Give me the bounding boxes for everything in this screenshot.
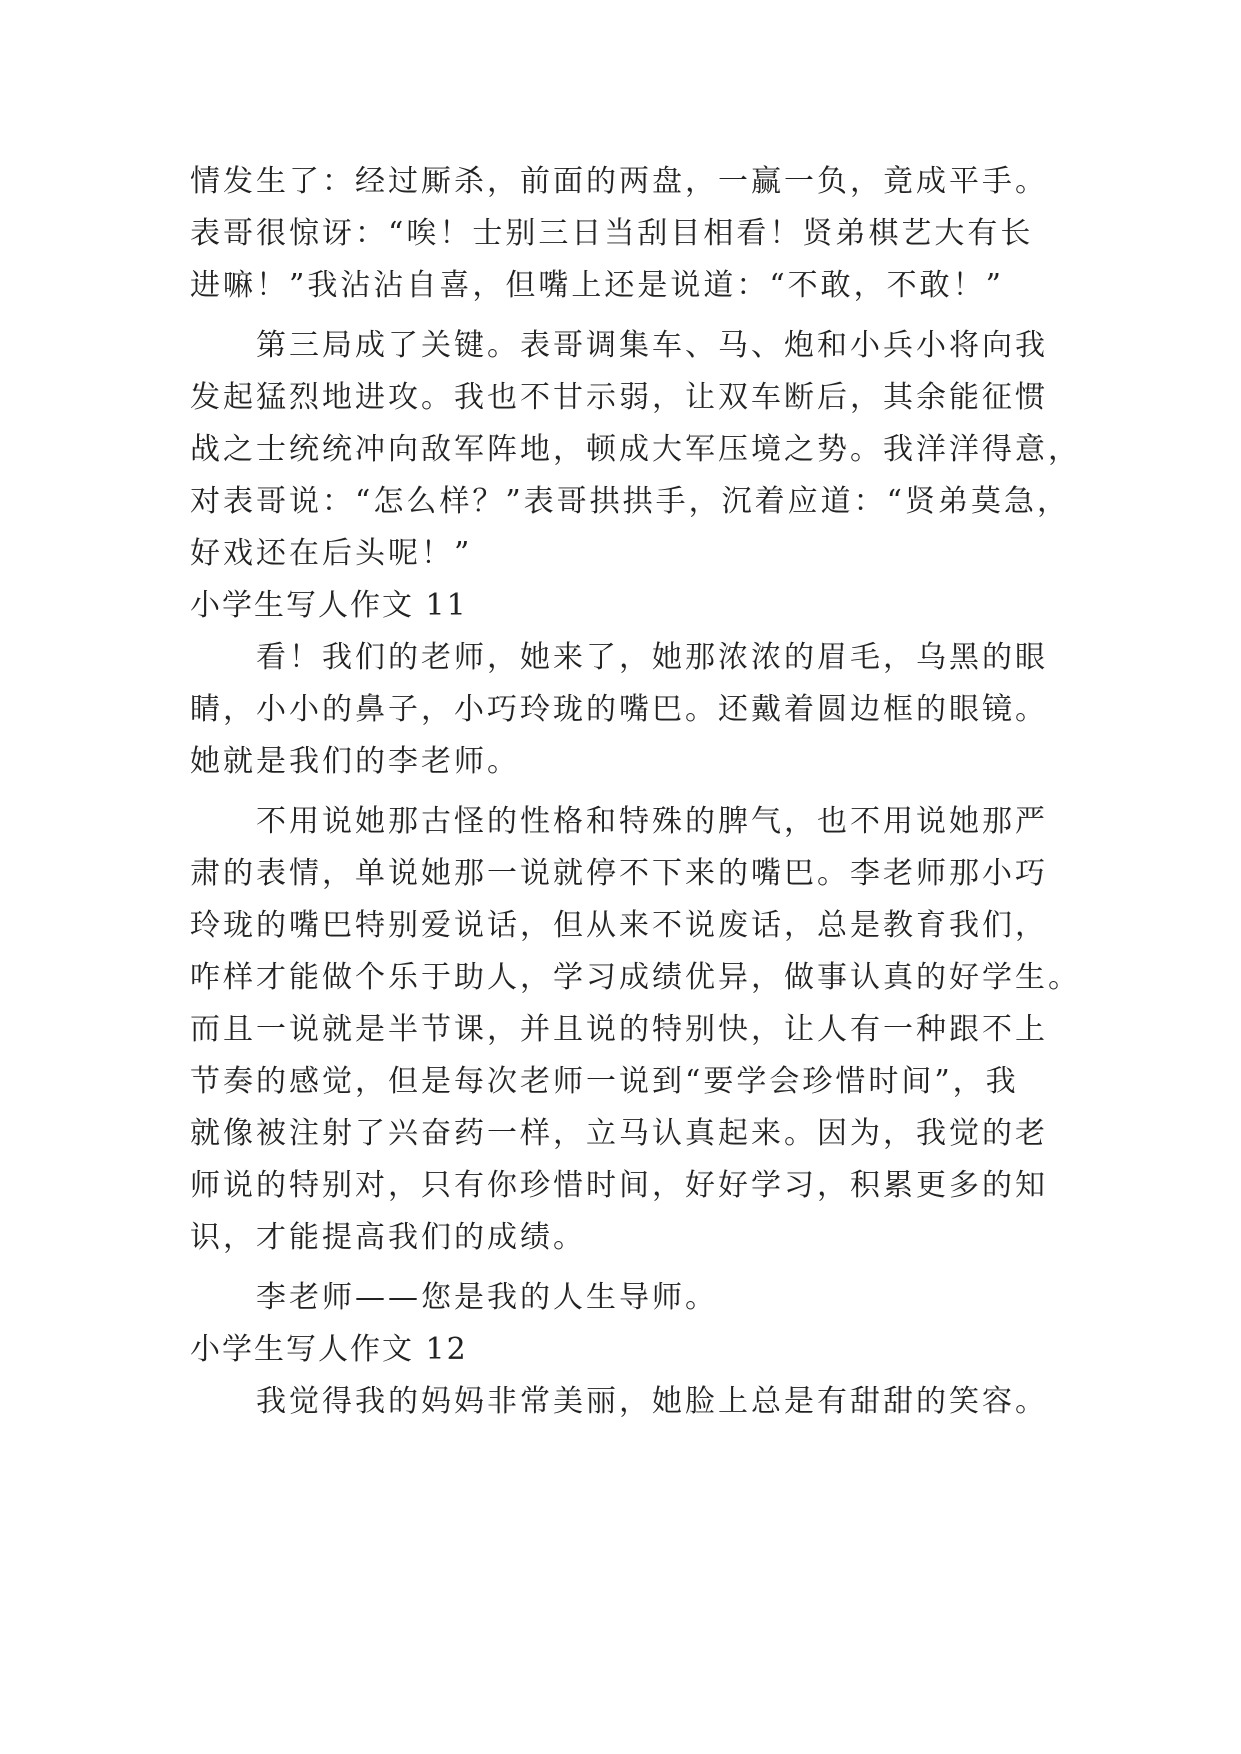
paragraph-line: 好戏还在后头呢！” (190, 536, 473, 571)
paragraph-line: 我觉得我的妈妈非常美丽，她脸上总是有甜甜的笑容。 (190, 1384, 1048, 1419)
paragraph-line: 表哥很惊讶：“唉！士别三日当刮目相看！贤弟棋艺大有长 (190, 216, 1034, 251)
paragraph-gap (190, 312, 1080, 320)
paragraph-gap (190, 1264, 1080, 1272)
paragraph-line: 肃的表情，单说她那一说就停不下来的嘴巴。李老师那小巧 (190, 856, 1048, 891)
paragraph-line: 睛，小小的鼻子，小巧玲珑的嘴巴。还戴着圆边框的眼镜。 (190, 692, 1048, 727)
paragraph-line: 情发生了：经过厮杀，前面的两盘，一赢一负，竟成平手。 (190, 164, 1048, 199)
paragraph-line: 发起猛烈地进攻。我也不甘示弱，让双车断后，其余能征惯 (190, 380, 1048, 415)
paragraph-line: 识，才能提高我们的成绩。 (190, 1220, 586, 1255)
paragraph-line: 咋样才能做个乐于助人，学习成绩优异，做事认真的好学生。 (190, 960, 1081, 995)
paragraph-line: 师说的特别对，只有你珍惜时间，好好学习，积累更多的知 (190, 1168, 1048, 1203)
paragraph-line: 看！我们的老师，她来了，她那浓浓的眉毛，乌黑的眼 (190, 640, 1048, 675)
paragraph-line: 不用说她那古怪的性格和特殊的脾气，也不用说她那严 (190, 804, 1048, 839)
paragraph-line: 进嘛！”我沾沾自喜，但嘴上还是说道：“不敢，不敢！” (190, 268, 1005, 303)
paragraph-line: 就像被注射了兴奋药一样，立马认真起来。因为，我觉的老 (190, 1116, 1048, 1151)
paragraph-line: 玲珑的嘴巴特别爱说话，但从来不说废话，总是教育我们， (190, 908, 1048, 943)
paragraph-line: 李老师——您是我的人生导师。 (190, 1280, 718, 1315)
paragraph-line: 战之士统统冲向敌军阵地，顿成大军压境之势。我洋洋得意， (190, 432, 1081, 467)
paragraph-line: 节奏的感觉，但是每次老师一说到“要学会珍惜时间”，我 (190, 1064, 1019, 1099)
section-heading: 小学生写人作文 12 (190, 1332, 468, 1367)
paragraph-line: 对表哥说：“怎么样？”表哥拱拱手，沉着应道：“贤弟莫急， (190, 484, 1071, 519)
paragraph-line: 而且一说就是半节课，并且说的特别快，让人有一种跟不上 (190, 1012, 1048, 1047)
paragraph-line: 第三局成了关键。表哥调集车、马、炮和小兵小将向我 (190, 328, 1048, 363)
paragraph-gap (190, 788, 1080, 796)
document-body (190, 156, 1080, 1428)
paragraph-line: 她就是我们的李老师。 (190, 744, 520, 779)
section-heading: 小学生写人作文 11 (190, 588, 468, 623)
